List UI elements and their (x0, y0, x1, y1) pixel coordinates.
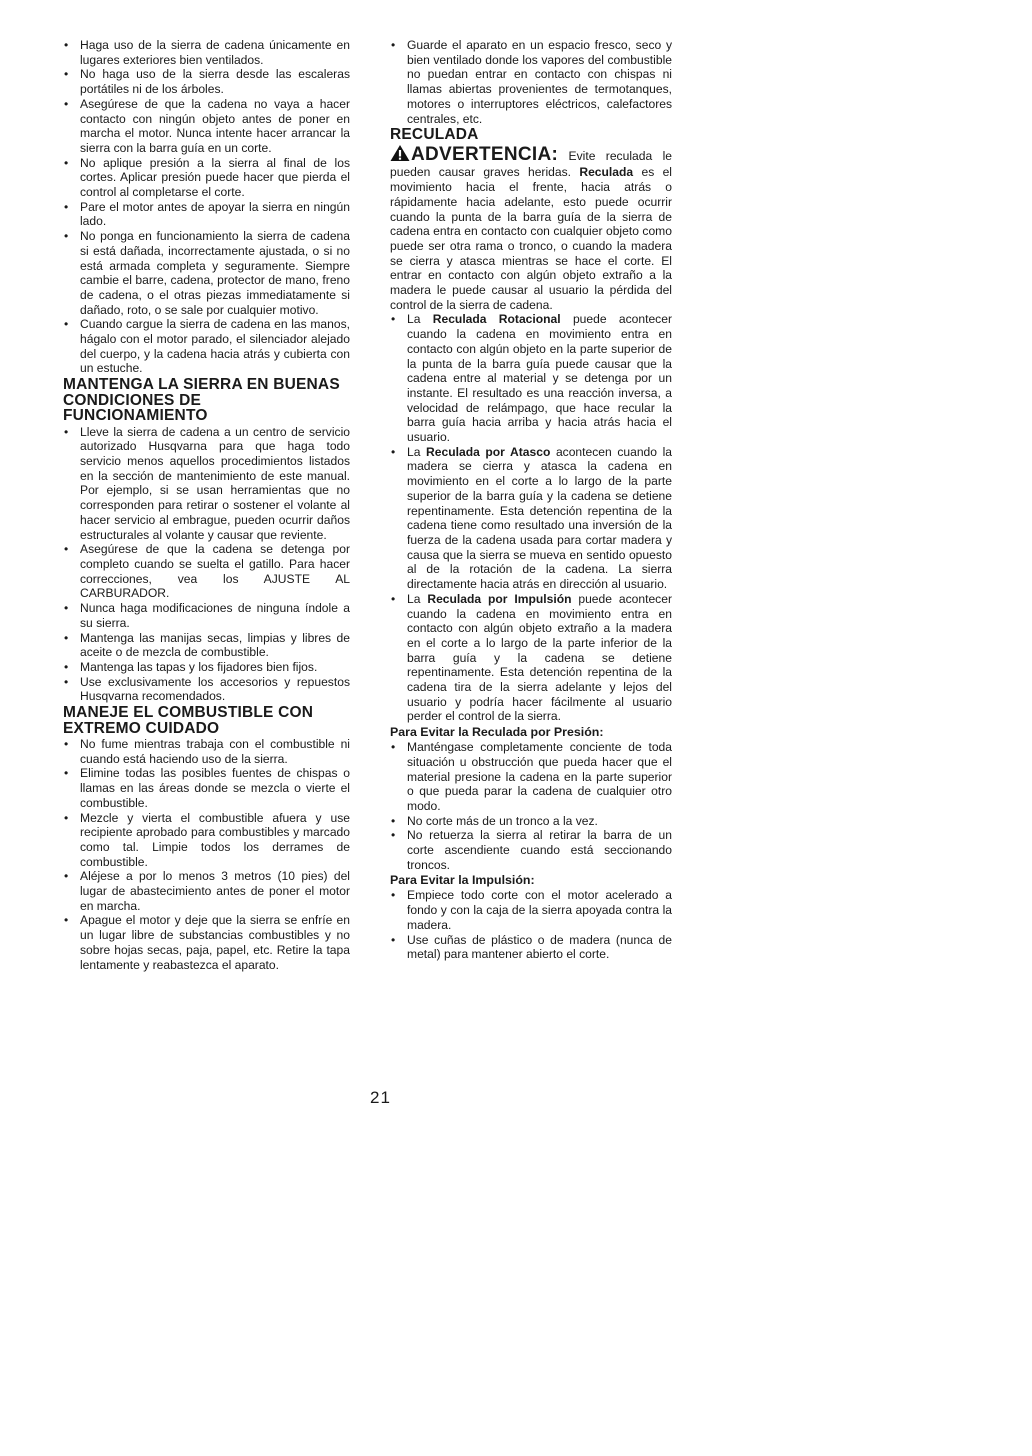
term-pinch-kickback: Reculada por Atasco (426, 444, 551, 459)
list-item: • Use cuñas de plástico o de madera (nunca de metal) para mantener abierto el corte. (390, 933, 672, 962)
item-prefix: La (407, 312, 421, 327)
subheading-avoid-pull-in: Para Evitar la Impulsión: (390, 873, 535, 888)
section-heading-kickback: RECULADA (390, 126, 479, 144)
item-prefix: La (407, 444, 421, 459)
warning-text-a: Evite reculada le pueden causar graves heridas. (390, 148, 672, 180)
left-column (63, 38, 350, 972)
list-item: • No haga uso de la sierra desde las escaleras portátiles ni de los árboles. (63, 67, 350, 96)
list-item: • Mantenga las manijas secas, limpias y libres de aceite o de mezcla de combustible. (63, 631, 350, 660)
warning-triangle-icon (390, 144, 410, 166)
list-item: • No corte más de un tronco a la vez. (390, 814, 672, 829)
section-heading-maintain: MANTENGA LA SIERRA EN BUENAS CONDICIONES DE FUNCIONAMIENTO (63, 376, 340, 425)
fuel-bullet-list (63, 737, 350, 972)
item-text: puede acontecer cuando la cadena en movimiento entra en contacto con algún objeto en la parte superior de la punta de la barra guía puede causar que la cadena entre al material y se detenga por un instante. El resultado es una reacción inversa, a velocidad de relámpago, que hace recular la barra guía hacia arriba y hacia atrás hacia el usuario. (407, 312, 672, 445)
section-heading-fuel: MANEJE EL COMBUSTIBLE CON EXTREMO CUIDADO (63, 704, 314, 737)
term-rotational-kickback: Reculada Rotacional (432, 312, 561, 327)
maintain-bullet-list (63, 425, 350, 704)
warning-text-b: es el movimiento hacia el frente, hacia atrás o rápidamente hacia adelante, esto puede ocurrir cuando la punta de la barra guía de la sierra de cadena entra en contacto con cualquier objeto como puede ser otra rama o tronco, o cuando la madera se cierra y atasca mientras se hace el corte. El entrar en contacto con algún objeto extraño a la madera le puede causar al usuario la pérdida del control de la sierra de cadena. (390, 165, 672, 312)
kickback-types-list (390, 312, 672, 724)
pressure-bullet-list (390, 740, 672, 872)
list-item: • No fume mientras trabaja con el combustible ni cuando está haciendo uso de la sierra. (63, 737, 350, 766)
list-item: • No retuerza la sierra al retirar la barra de un corte ascendiente cuando está seccionando troncos. (390, 828, 672, 872)
list-item: • No aplique presión a la sierra al final de los cortes. Aplicar presión puede hacer que pierda el control al completarse el corte. (63, 156, 350, 200)
list-item: • Apague el motor y deje que la sierra se enfríe en un lugar libre de substancias combustibles y no sobre hojas secas, paja, papel, etc. Retire la tapa lentamente y reabastezca el aparato. (63, 913, 350, 972)
term-pull-in: Reculada por Impulsión (427, 591, 572, 606)
right-column (390, 38, 672, 962)
list-item (390, 445, 672, 592)
list-item: • Empiece todo corte con el motor acelerado a fondo y con la caja de la sierra apoyada contra la madera. (390, 888, 672, 932)
list-item: • Guarde el aparato en un espacio fresco, seco y bien ventilado donde los vapores del combustible no puedan entrar en contacto con chispas ni llamas abiertas provenientes de termotanques, motores o interruptores eléctricos, calefactores centrales, etc. (390, 38, 672, 126)
list-item: • Mezcle y vierta el combustible afuera y use recipiente aprobado para combustibles y marcado como tal. Limpie todos los derrames de combustible. (63, 811, 350, 870)
list-item: • Asegúrese de que la cadena no vaya a hacer contacto con ningún objeto antes de poner en marcha el motor. Nunca intente hacer arrancar la sierra con la barra guía en un corte. (63, 97, 350, 156)
storage-bullet-list (390, 38, 672, 126)
subheading-avoid-pinch: Para Evitar la Reculada por Presión: (390, 725, 604, 740)
list-item: • Cuando cargue la sierra de cadena en las manos, hágalo con el motor parado, el silenciador alejado del cuerpo, y la cadena hacia atrás y cubierta con un estuche. (63, 317, 350, 376)
list-item: • Lleve la sierra de cadena a un centro de servicio autorizado Husqvarna para que haga todo servicio menos aquellos procedimientos listados en la sección de mantenimiento de este manual. Por ejemplo, si se usan herramientas que no corresponden para retirar o sostener el volante al hacer servicio al embrague, pueden ocurrir daños estructurales al volante y causar que reviente. (63, 425, 350, 543)
list-item: • Nunca haga modificaciones de ninguna índole a su sierra. (63, 601, 350, 630)
warning-label: ADVERTENCIA: (411, 143, 559, 165)
intro-bullet-list (63, 38, 350, 376)
list-item: • Pare el motor antes de apoyar la sierra en ningún lado. (63, 200, 350, 229)
item-text: puede acontecer cuando la cadena en movimiento entra en contacto con algún objeto extraño a la madera en el corte a lo largo de la parte inferior de la barra guía y la cadena se detiene repentinamente. Esta detención repentina de la cadena tira de la sierra adelante y lejos del usuario y podría hacer fácilmente al usuario perder el control de la sierra. (407, 591, 672, 724)
list-item: • Aléjese a por lo menos 3 metros (10 pies) del lugar de abastecimiento antes de poner el motor en marcha. (63, 869, 350, 913)
list-item: • Mantenga las tapas y los fijadores bien fijos. (63, 660, 350, 675)
item-text: acontecen cuando la madera se cierra y atasca la cadena en movimiento en el corte a lo largo de la parte superior de la barra guía y la cadena se detiene repentinamente. Esta detención repentina de la cadena tiene como resultado una inversión de la fuerza de la cadena usada para cortar madera y causa que la sierra se mueva en sentido opuesto al de la rotación de la cadena. La sierra directamente hacia atrás en dirección al usuario. (407, 444, 672, 592)
list-item (390, 592, 672, 724)
page-number: 21 (370, 1088, 391, 1107)
list-item: • No ponga en funcionamiento la sierra de cadena si está dañada, incorrectamente ajustada, o si no está armada completa y seguramente. Siempre cambie el barre, cadena, protector de mano, freno de cadena, o el otras piezas immediatamente si dañado, roto, o se sale por cualquier motivo. (63, 229, 350, 317)
item-prefix: La (407, 591, 421, 606)
list-item: • Manténgase completamente conciente de toda situación u obstrucción que pueda hacer que el material presione la cadena en la parte superior o que pueda parar la cadena de cualquier otro modo. (390, 740, 672, 814)
list-item: • Asegúrese de que la cadena se detenga por completo cuando se suelta el gatillo. Para hacer correcciones, vea los AJUSTE AL CARBURADOR. (63, 542, 350, 601)
list-item: • Elimine todas las posibles fuentes de chispas o llamas en las áreas donde se mezcla o vierte el combustible. (63, 766, 350, 810)
list-item: • Use exclusivamente los accesorios y repuestos Husqvarna recomendados. (63, 675, 350, 704)
warning-paragraph (390, 144, 672, 313)
impulse-bullet-list (390, 888, 672, 962)
warning-term: Reculada (579, 165, 634, 180)
list-item: • Haga uso de la sierra de cadena únicamente en lugares exteriores bien ventilados. (63, 38, 350, 67)
list-item (390, 312, 672, 444)
